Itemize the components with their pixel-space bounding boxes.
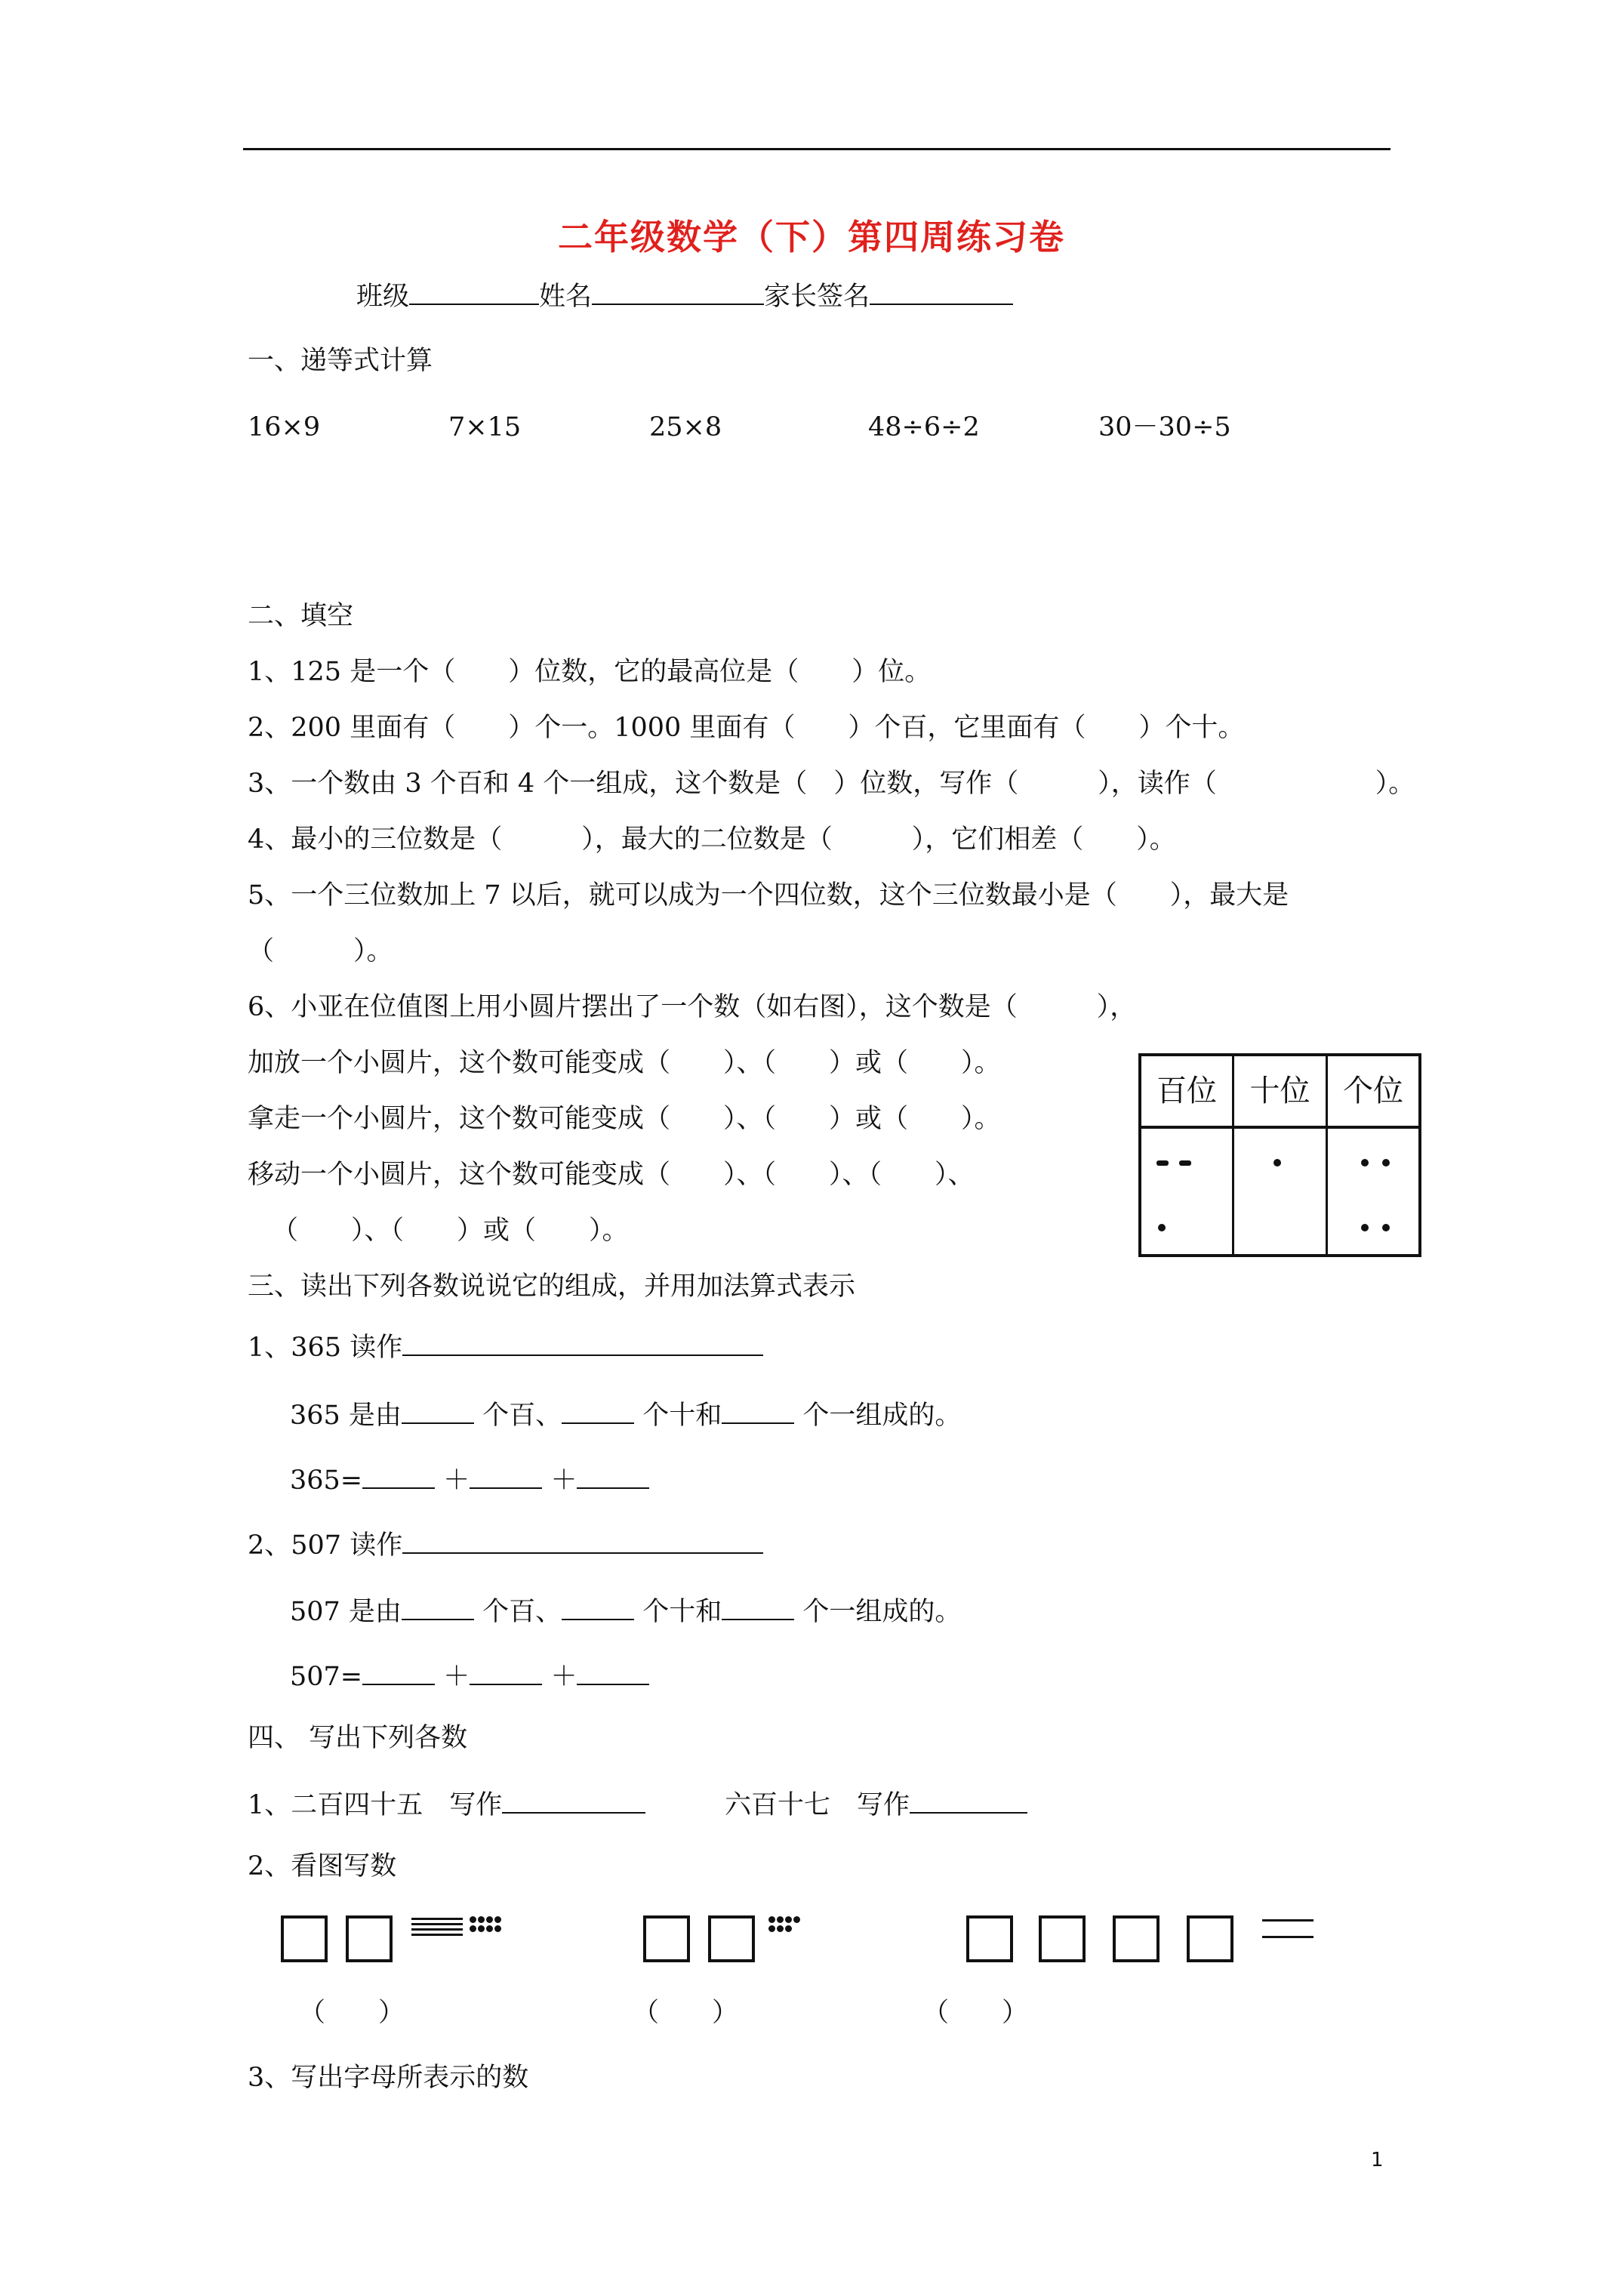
write-q1b-label: 六百十七 写作 bbox=[725, 1790, 910, 1820]
one-bead bbox=[793, 1916, 800, 1923]
plus-sign: ＋ bbox=[443, 1662, 470, 1692]
page-number: 1 bbox=[1371, 2149, 1384, 2171]
compose-text: 个一组成的。 bbox=[802, 1597, 962, 1627]
sum-blank[interactable] bbox=[470, 1462, 542, 1489]
compose-text: 个一组成的。 bbox=[802, 1401, 962, 1431]
class-blank[interactable] bbox=[409, 278, 539, 305]
one-bead bbox=[478, 1925, 485, 1932]
write-q1a-label: 1、二百四十五 写作 bbox=[248, 1790, 503, 1820]
hundred-square bbox=[281, 1915, 328, 1962]
hundreds-blank[interactable] bbox=[402, 1397, 474, 1424]
fill-q6-line1: 6、小亚在位值图上用小圆片摆出了一个数（如右图），这个数是（ ）， bbox=[248, 992, 1137, 1022]
tens-blank[interactable] bbox=[562, 1397, 634, 1424]
section2-heading: 二、填空 bbox=[248, 601, 354, 631]
compose-text: 507 是由 bbox=[290, 1597, 402, 1627]
ten-bar bbox=[411, 1918, 463, 1920]
item1-read-blank[interactable] bbox=[402, 1329, 763, 1356]
problem-3: 25×8 bbox=[649, 412, 722, 442]
one-bead bbox=[470, 1925, 476, 1932]
fill-q3: 3、一个数由 3 个百和 4 个一组成，这个数是（ ）位数，写作（ ），读作（ ）。 bbox=[248, 769, 1415, 799]
one-bead bbox=[785, 1925, 792, 1932]
place-value-table bbox=[1138, 1053, 1421, 1257]
write-q3: 3、写出字母所表示的数 bbox=[248, 2063, 529, 2093]
item1-sum bbox=[290, 1462, 649, 1497]
header-hundreds: 百位 bbox=[1141, 1056, 1234, 1126]
hundreds-blank[interactable] bbox=[402, 1593, 474, 1620]
ten-bar bbox=[1262, 1936, 1313, 1938]
fill-q1: 1、125 是一个（ ）位数，它的最高位是（ ）位。 bbox=[248, 657, 932, 687]
one-bead bbox=[777, 1925, 784, 1932]
fill-q4: 4、最小的三位数是（ ），最大的二位数是（ ），它们相差（ ）。 bbox=[248, 824, 1176, 855]
item1-read-label: 1、365 读作 bbox=[248, 1333, 403, 1363]
sum-blank[interactable] bbox=[362, 1658, 435, 1685]
one-bead bbox=[494, 1916, 501, 1923]
hundred-square bbox=[1113, 1915, 1160, 1962]
ten-bar bbox=[411, 1928, 463, 1931]
counter bbox=[1158, 1224, 1166, 1231]
ten-bar bbox=[411, 1923, 463, 1925]
counter bbox=[1179, 1160, 1191, 1166]
name-label: 姓名 bbox=[539, 282, 593, 312]
hundred-square bbox=[346, 1915, 393, 1962]
hundred-square bbox=[708, 1915, 755, 1962]
tens-cell bbox=[1234, 1129, 1328, 1254]
one-bead bbox=[785, 1916, 792, 1923]
one-bead bbox=[478, 1916, 485, 1923]
item2-compose bbox=[290, 1593, 961, 1629]
item2-read-blank[interactable] bbox=[402, 1527, 763, 1554]
sum-blank[interactable] bbox=[577, 1658, 649, 1685]
plus-sign: ＋ bbox=[550, 1465, 577, 1496]
section4-heading: 四、 写出下列各数 bbox=[248, 1723, 468, 1753]
plus-sign: ＋ bbox=[443, 1465, 470, 1496]
sum-blank[interactable] bbox=[470, 1658, 542, 1685]
write-q1b-blank[interactable] bbox=[910, 1786, 1027, 1814]
problem-4: 48÷6÷2 bbox=[868, 412, 980, 442]
item2-sum bbox=[290, 1658, 649, 1693]
write-q1a-blank[interactable] bbox=[502, 1786, 645, 1814]
write-q1b bbox=[725, 1786, 1027, 1822]
item1-read bbox=[248, 1329, 763, 1364]
plus-sign: ＋ bbox=[550, 1662, 577, 1692]
info-line bbox=[356, 278, 1013, 313]
counter bbox=[1382, 1224, 1390, 1231]
name-blank[interactable] bbox=[592, 278, 764, 305]
hundred-square bbox=[1187, 1915, 1233, 1962]
compose-text: 个百、 bbox=[482, 1597, 562, 1627]
answer-paren-3: （ ） bbox=[922, 1998, 1029, 2028]
ones-blank[interactable] bbox=[722, 1593, 794, 1620]
hundred-square bbox=[1039, 1915, 1086, 1962]
counter bbox=[1273, 1159, 1281, 1166]
hundred-square bbox=[966, 1915, 1013, 1962]
problem-2: 7×15 bbox=[448, 412, 522, 442]
parent-label: 家长签名 bbox=[764, 282, 870, 312]
fill-q6-line5: （ ）、（ ）或（ ）。 bbox=[272, 1216, 629, 1246]
fill-q6-line3: 拿走一个小圆片，这个数可能变成（ ）、（ ）或（ ）。 bbox=[248, 1104, 1001, 1134]
hundred-square bbox=[643, 1915, 690, 1962]
parent-signature-blank[interactable] bbox=[870, 278, 1013, 305]
section1-heading: 一、递等式计算 bbox=[248, 346, 433, 376]
one-bead bbox=[494, 1925, 501, 1932]
hundreds-cell bbox=[1141, 1129, 1234, 1254]
header-ones: 个位 bbox=[1343, 1074, 1403, 1108]
write-q2: 2、看图写数 bbox=[248, 1851, 397, 1881]
write-q1a bbox=[248, 1786, 645, 1822]
sum-prefix: 365= bbox=[290, 1465, 363, 1496]
header-tens: 十位 bbox=[1234, 1056, 1328, 1126]
counter bbox=[1361, 1224, 1369, 1231]
compose-text: 个十和 bbox=[642, 1597, 722, 1627]
fill-q5-line2: （ ）。 bbox=[248, 936, 393, 966]
problem-5: 30－30÷5 bbox=[1098, 412, 1231, 442]
ones-blank[interactable] bbox=[722, 1397, 794, 1424]
one-bead bbox=[768, 1925, 775, 1932]
ten-bar bbox=[1262, 1919, 1313, 1922]
counter bbox=[1156, 1160, 1169, 1166]
compose-text: 个十和 bbox=[642, 1401, 722, 1431]
fill-q2: 2、200 里面有（ ）个一。1000 里面有（ ）个百，它里面有（ ）个十。 bbox=[248, 713, 1245, 743]
item1-compose bbox=[290, 1397, 961, 1432]
item2-read-label: 2、507 读作 bbox=[248, 1530, 403, 1561]
compose-text: 个百、 bbox=[482, 1401, 562, 1431]
class-label: 班级 bbox=[356, 282, 410, 312]
tens-blank[interactable] bbox=[562, 1593, 634, 1620]
one-bead bbox=[470, 1916, 476, 1923]
fill-q6-line2: 加放一个小圆片，这个数可能变成（ ）、（ ）或（ ）。 bbox=[248, 1048, 1001, 1078]
fill-q5-line1: 5、一个三位数加上 7 以后，就可以成为一个四位数，这个三位数最小是（ ），最大是 bbox=[248, 880, 1289, 911]
page-title: 二年级数学（下）第四周练习卷 bbox=[558, 217, 1065, 257]
ten-bar bbox=[411, 1934, 463, 1936]
fill-q6-line4: 移动一个小圆片，这个数可能变成（ ）、（ ）、（ ）、 bbox=[248, 1160, 975, 1190]
one-bead bbox=[777, 1916, 784, 1923]
section3-heading: 三、读出下列各数说说它的组成，并用加法算式表示 bbox=[248, 1271, 856, 1302]
answer-paren-1: （ ） bbox=[299, 1998, 405, 2028]
header-rule bbox=[243, 148, 1390, 150]
sum-prefix: 507= bbox=[290, 1662, 363, 1692]
ones-cell bbox=[1328, 1129, 1418, 1254]
answer-paren-2: （ ） bbox=[633, 1998, 739, 2028]
counter bbox=[1382, 1159, 1390, 1166]
problem-1: 16×9 bbox=[248, 412, 321, 442]
one-bead bbox=[768, 1916, 775, 1923]
one-bead bbox=[486, 1916, 493, 1923]
counter bbox=[1361, 1159, 1369, 1166]
item2-read bbox=[248, 1527, 763, 1562]
sum-blank[interactable] bbox=[362, 1462, 435, 1489]
one-bead bbox=[486, 1925, 493, 1932]
compose-text: 365 是由 bbox=[290, 1401, 402, 1431]
sum-blank[interactable] bbox=[577, 1462, 649, 1489]
